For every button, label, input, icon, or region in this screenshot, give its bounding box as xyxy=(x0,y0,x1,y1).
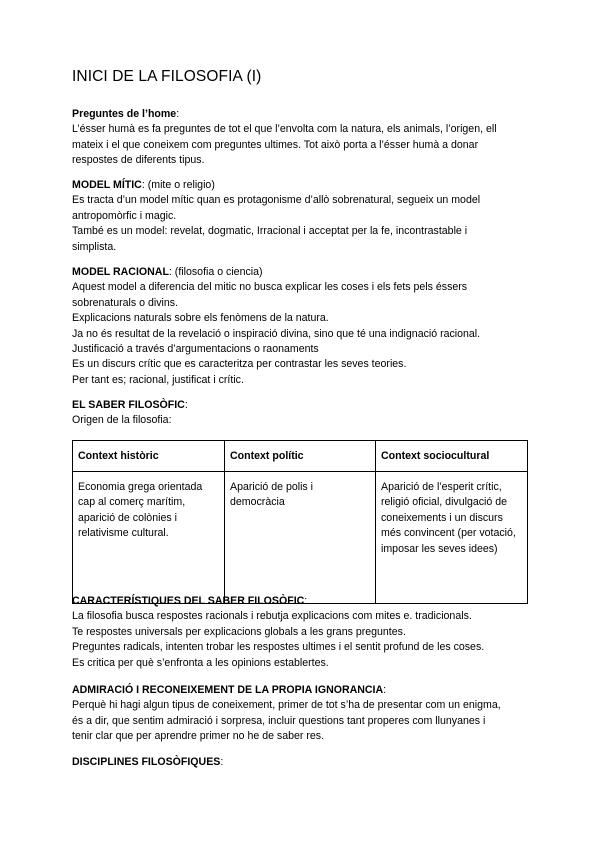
paragraph-line: sobrenaturals o divins. xyxy=(72,296,178,309)
paragraph-line: simplista. xyxy=(72,240,117,253)
paragraph-line: La filosofia busca respostes racionals i rebutja explicacions com mites e. tradicionals. xyxy=(72,610,472,623)
paragraph-line: Origen de la filosofia: xyxy=(72,414,172,427)
paragraph-line: respostes de diferents tipus. xyxy=(72,154,205,167)
section-heading: MODEL RACIONAL: (filosofia o ciencia) xyxy=(72,266,263,278)
paragraph-line: Per tant es; racional, justificat i crític. xyxy=(72,373,244,386)
section-caracteristiques xyxy=(72,594,528,671)
table-row xyxy=(73,472,528,604)
paragraph-line: Explicacions naturals sobre els fenòmens de la natura. xyxy=(72,312,329,325)
paragraph-line: antropomòrfic i magic. xyxy=(72,209,177,222)
section-preguntes xyxy=(72,107,528,169)
table-header-cell: Context sociocultural xyxy=(376,441,528,472)
table-header-cell: Context polític xyxy=(225,441,376,472)
paragraph-line: Es tracta d’un model mític quan es protagonisme d’allò sobrenatural, segueix un model xyxy=(72,194,481,207)
paragraph-line: Es critica per què s’enfronta a les opinions establertes. xyxy=(72,656,329,669)
section-model-racional xyxy=(72,265,528,388)
table-cell: Aparició de l’esperit crític, religió oficial, divulgació de coneixements i un discurs més convincent (per votació, imposar les seves idees) xyxy=(376,472,528,604)
section-heading: ADMIRACIÓ I RECONEIXEMENT DE LA PROPIA IGNORANCIA: xyxy=(72,684,387,696)
paragraph-line: També es un model: revelat, dogmatic, Irracional i acceptat per la fe, incontrastable i xyxy=(72,225,468,238)
section-heading: MODEL MÍTIC: (mite o religio) xyxy=(72,179,215,191)
paragraph-line: Es un discurs crític que es caracteritza per contrastar les seves teories. xyxy=(72,358,407,371)
section-heading: Preguntes de l’home: xyxy=(72,108,180,120)
section-heading: DISCIPLINES FILOSÒFIQUES: xyxy=(72,756,224,768)
section-saber-filosofic xyxy=(72,398,528,429)
paragraph-line: Ja no és resultat de la revelació o inspiració divina, sino que té una indignació racional. xyxy=(72,327,481,340)
paragraph-line: tenir clar que per aprendre primer no he de saber res. xyxy=(72,730,325,743)
paragraph-line: Preguntes radicals, intenten trobar les respostes ultimes i el sentit profund de les coses. xyxy=(72,641,485,654)
paragraph-line: Justificació a través d’argumentacions o raonaments xyxy=(72,343,319,356)
paragraph-line: és a dir, que sentim admiració i sorpresa, incluir questions tant properes com llunyanes i xyxy=(72,714,486,727)
paragraph-line: Te respostes universals per explicacions globals a les grans preguntes. xyxy=(72,625,406,638)
paragraph-line: Perquè hi hagi algun tipus de coneixement, primer de tot s’ha de presentar com un enigma, xyxy=(72,699,501,712)
paragraph-line: Aquest model a diferencia del mitic no busca explicar les coses i els fets pels éssers xyxy=(72,281,468,294)
section-model-mitic xyxy=(72,178,528,255)
section-admiracio xyxy=(72,683,528,745)
paragraph-line: L’ésser humà es fa preguntes de tot el que l’envolta com la natura, els animals, l’origen, ell xyxy=(72,123,497,136)
section-heading: CARACTERÍSTIQUES DEL SABER FILOSÒFIC: xyxy=(72,595,308,607)
section-disciplines xyxy=(72,755,528,770)
paragraph-line: mateix i el que coneixem com preguntes ultimes. Tot això porta a l’ésser humà a donar xyxy=(72,138,479,151)
context-table xyxy=(72,440,528,604)
section-heading: EL SABER FILOSÒFIC: xyxy=(72,399,188,411)
table-cell: Aparició de polis i democràcia xyxy=(225,472,376,604)
table-cell: Economia grega orientada cap al comerç marítim, aparició de colònies i relativisme cultural. xyxy=(73,472,225,604)
page-title: INICI DE LA FILOSOFIA (I) xyxy=(72,68,262,85)
table-header-row xyxy=(73,441,528,472)
table-header-cell: Context històric xyxy=(73,441,225,472)
